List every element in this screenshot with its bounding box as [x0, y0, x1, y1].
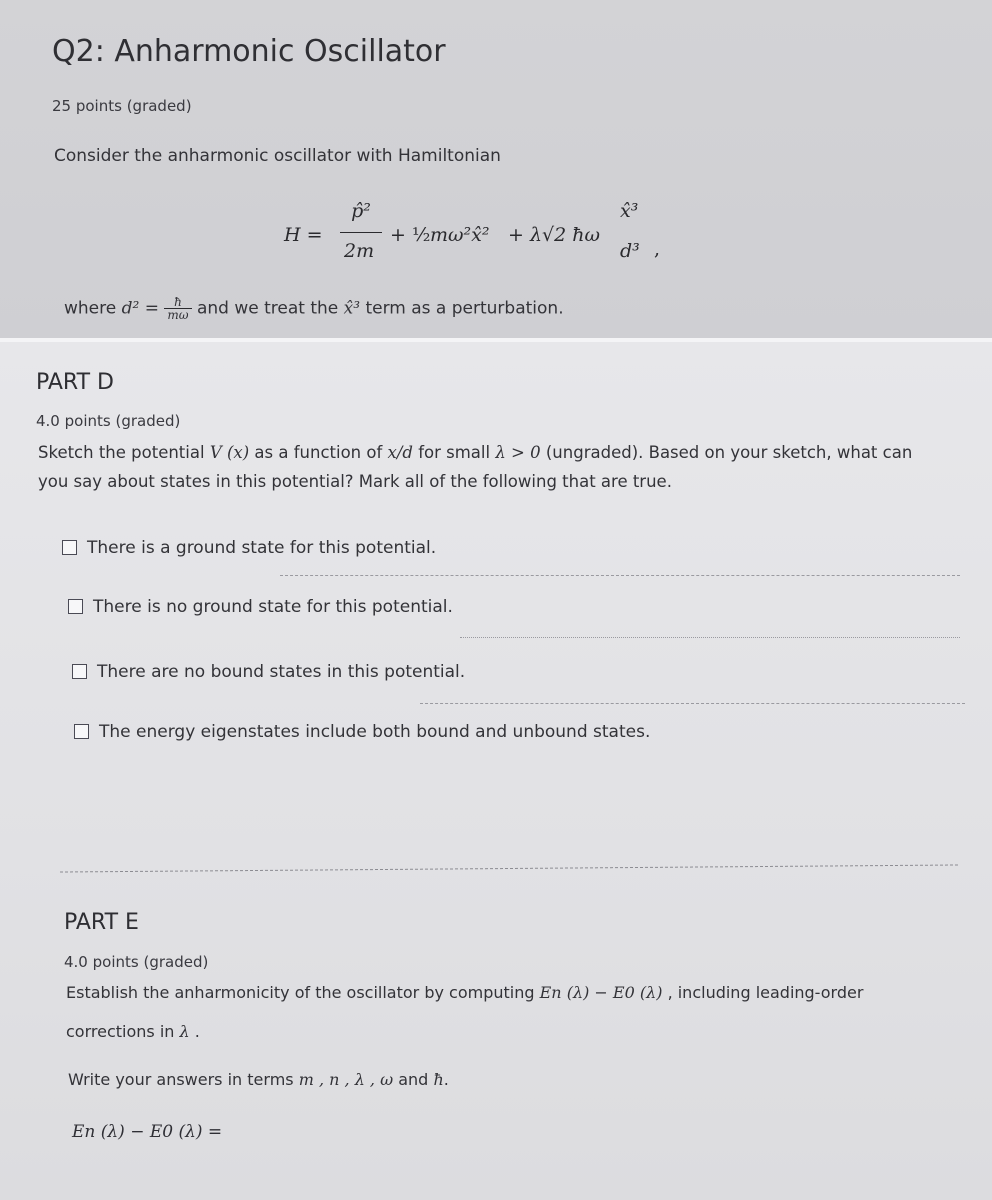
eq-H: H =	[284, 224, 323, 246]
checkbox[interactable]	[68, 599, 83, 614]
part-d-question-line2: you say about states in this potential? Mark all of the following that are true.	[38, 472, 672, 491]
eq-plus-1: +	[390, 224, 406, 246]
eq-2m: 2m	[344, 240, 375, 262]
divider	[420, 703, 965, 704]
where-d2: d²	[121, 298, 140, 319]
where-equals: =	[144, 298, 159, 319]
answer-label: En (λ) − E0 (λ) =	[72, 1122, 223, 1142]
eq-comma: ,	[654, 238, 661, 260]
intro-text: Consider the anharmonic oscillator with Hamiltonian	[54, 146, 501, 166]
write-answer-instructions: Write your answers in terms m , n , λ , ω and ħ.	[68, 1070, 449, 1089]
where-fraction	[164, 296, 191, 321]
where-line	[64, 296, 564, 321]
part-d-question-line1: Sketch the potential V (x) as a function of x/d for small λ > 0 (ungraded). Based on your sketch, what can	[38, 443, 913, 462]
eq-harmonic-term: mω²x̂²	[430, 224, 490, 246]
checkbox[interactable]	[72, 664, 87, 679]
option-bound-and-unbound[interactable]	[74, 722, 650, 742]
eq-x-cubed: x̂³	[620, 200, 639, 222]
part-e-label: PART E	[64, 910, 139, 935]
option-label: There is no ground state for this potential.	[93, 597, 453, 617]
checkbox[interactable]	[74, 724, 89, 739]
option-label: There are no bound states in this potential.	[97, 662, 466, 682]
eq-lambda-term: + λ√2 ħω	[508, 224, 600, 246]
option-ground-state-exists[interactable]	[62, 538, 436, 558]
eq-p-squared: p̂²	[351, 200, 371, 222]
divider	[460, 637, 960, 638]
where-term-suffix: term as a perturbation.	[365, 298, 564, 319]
option-no-ground-state[interactable]	[68, 597, 453, 617]
eq-frac-bar	[340, 232, 382, 233]
checkbox[interactable]	[62, 540, 77, 555]
eq-half: ½	[412, 224, 431, 246]
question-title: Q2: Anharmonic Oscillator	[52, 34, 446, 69]
eq-d-cubed: d³	[620, 240, 640, 262]
part-e-question-line1: Establish the anharmonicity of the oscillator by computing En (λ) − E0 (λ) , including leading-order	[66, 983, 864, 1002]
part-d-points: 4.0 points (graded)	[36, 412, 181, 430]
where-hbar: ħ	[164, 296, 191, 309]
divider	[280, 575, 960, 576]
part-d-label: PART D	[36, 370, 114, 395]
where-suffix: and we treat the	[196, 298, 339, 319]
option-label: There is a ground state for this potential.	[87, 538, 437, 558]
option-label: The energy eigenstates include both bound and unbound states.	[99, 722, 651, 742]
where-prefix: where	[64, 298, 117, 319]
part-e-points: 4.0 points (graded)	[64, 953, 209, 971]
question-points: 25 points (graded)	[52, 97, 192, 115]
where-m-omega: mω	[167, 308, 189, 322]
where-x-cubed: x̂³	[343, 298, 361, 319]
part-e-question-line2: corrections in λ .	[66, 1022, 200, 1041]
option-no-bound-states[interactable]	[72, 662, 465, 682]
